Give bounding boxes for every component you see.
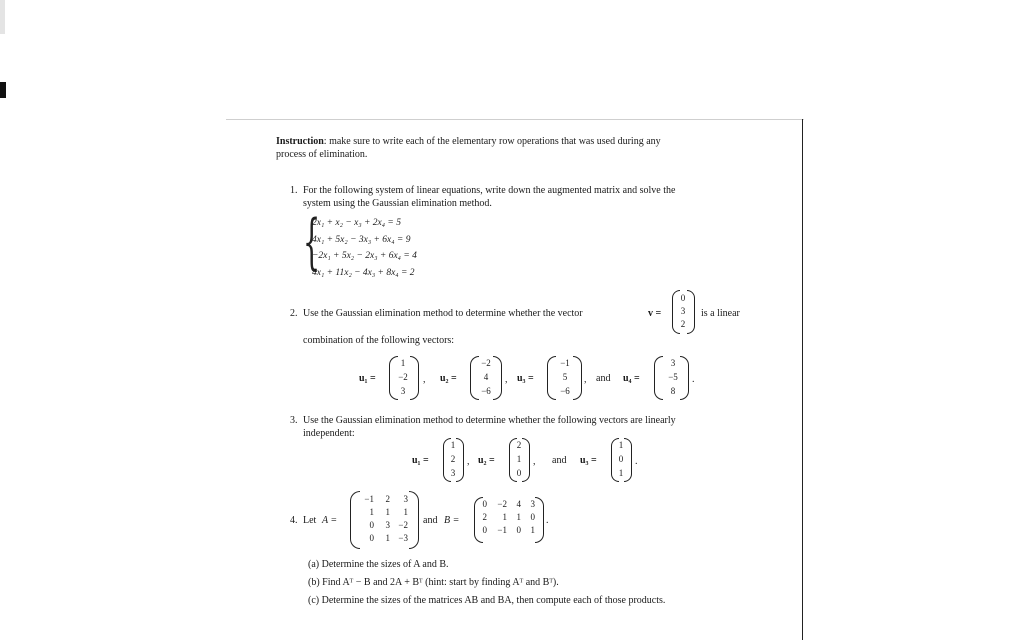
matrix-b	[477, 499, 535, 535]
matrix-a-cell: −1	[364, 494, 374, 504]
vector-entry: 3	[450, 468, 456, 478]
vector-v-right-paren	[687, 290, 695, 334]
q4-let: Let	[303, 515, 317, 526]
equation-3: −2x₁ + 5x₂ − 2x₃ + 6x₄ = 4	[312, 251, 417, 261]
vector-entry: −6	[560, 386, 570, 396]
matrix-a-cell: 1	[369, 507, 374, 517]
matrix-b-cell: −1	[497, 525, 507, 535]
vector-entry: 1	[450, 440, 456, 450]
matrix-a-cell: 3	[385, 520, 390, 530]
vector-entry: 1	[618, 440, 624, 450]
matrix-a-cell: 0	[369, 533, 374, 543]
page-right-border	[802, 119, 803, 640]
separator: .	[635, 456, 638, 467]
matrix-a-cell: 1	[385, 507, 390, 517]
q4-and: and	[423, 515, 438, 526]
matrix-b-right-paren	[535, 497, 544, 543]
q3-text-line-2: independent:	[303, 428, 355, 439]
q2-text-line-1: Use the Gaussian elimination method to determine whether the vector	[303, 308, 583, 319]
vector-entry: 0	[516, 468, 522, 478]
paren	[573, 356, 582, 400]
matrix-b-cell: 1	[530, 525, 535, 535]
q2-and: and	[596, 373, 611, 384]
matrix-a-right-paren	[409, 491, 419, 549]
vector-entry: −5	[668, 372, 678, 382]
vector-v-entry: 0	[680, 293, 686, 303]
system-brace: {	[303, 207, 321, 277]
matrix-a-cell: 0	[369, 520, 374, 530]
matrix-b-cell: 0	[482, 499, 487, 509]
instruction-text: : make sure to write each of the elementary row operations that was used during any	[323, 136, 661, 147]
vector-v-entry: 2	[680, 319, 686, 329]
matrix-b-cell: 1	[516, 512, 521, 522]
vector-entry: 1	[618, 468, 624, 478]
vector-entry: 4	[483, 372, 489, 382]
instruction-line-1	[276, 135, 661, 148]
separator: ,	[423, 374, 426, 385]
matrix-a-cell: 1	[385, 533, 390, 543]
page-top-border	[226, 119, 804, 120]
q3-text-line-1: Use the Gaussian elimination method to determine whether the following vectors are linearly	[303, 415, 676, 426]
matrix-a-cell: 1	[403, 507, 408, 517]
vector-entry: 1	[400, 358, 406, 368]
matrix-b-period: .	[546, 515, 549, 526]
matrix-a-cell: 2	[385, 494, 390, 504]
q3-number: 3.	[290, 415, 298, 426]
vector-entry: 5	[562, 372, 568, 382]
instruction-label: Instruction	[276, 136, 324, 147]
vector-entry: 2	[516, 440, 522, 450]
matrix-b-cell: 1	[502, 512, 507, 522]
separator: ,	[584, 374, 587, 385]
q4-part-b: (b) Find Aᵀ − B and 2A + Bᵀ (hint: start by finding Aᵀ and Bᵀ).	[308, 577, 559, 588]
vector-entry: 1	[516, 454, 522, 464]
paren	[410, 356, 419, 400]
separator: .	[692, 374, 695, 385]
matrix-a-cell: −3	[398, 533, 408, 543]
vector-entry: −2	[398, 372, 408, 382]
q3-u1-label: u₁ =	[412, 455, 429, 466]
vector-entry: −2	[481, 358, 491, 368]
q3-u3-label: u₃ =	[580, 455, 597, 466]
vector-entry: −6	[481, 386, 491, 396]
vector-u2-label: u₂ =	[440, 373, 457, 384]
left-edge-scrollbar	[0, 0, 5, 34]
q4-part-a: (a) Determine the sizes of A and B.	[308, 559, 449, 570]
matrix-b-cell: 0	[482, 525, 487, 535]
vector-u4-label: u₄ =	[623, 373, 640, 384]
paren	[456, 438, 464, 482]
paren	[522, 438, 530, 482]
vector-entry: 3	[670, 358, 676, 368]
matrix-a	[358, 494, 408, 543]
matrix-b-cell: 4	[516, 499, 521, 509]
q2-text-line-1-end: is a linear	[701, 308, 740, 319]
paren	[493, 356, 502, 400]
vector-v-label: v =	[648, 308, 662, 319]
q1-text-line-2: system using the Gaussian elimination method.	[303, 198, 492, 209]
matrix-a-cell: −2	[398, 520, 408, 530]
matrix-b-cell: 3	[530, 499, 535, 509]
vector-entry: 3	[400, 386, 406, 396]
equation-4: 4x₁ + 11x₂ − 4x₃ + 8x₄ = 2	[312, 268, 415, 278]
q1-number: 1.	[290, 185, 298, 196]
vector-v-entry: 3	[680, 306, 686, 316]
vector-u3-label: u₃ =	[517, 373, 534, 384]
paren	[624, 438, 632, 482]
separator: ,	[467, 456, 470, 467]
separator: ,	[533, 456, 536, 467]
matrix-a-label: A =	[322, 515, 338, 526]
matrix-b-cell: 0	[516, 525, 521, 535]
equation-1: 2x₁ + x₂ − x₃ + 2x₄ = 5	[312, 218, 401, 228]
q2-number: 2.	[290, 308, 298, 319]
instruction-line-2: process of elimination.	[276, 149, 368, 160]
q3-and: and	[552, 455, 567, 466]
paren	[654, 356, 663, 400]
matrix-b-cell: 0	[530, 512, 535, 522]
vector-entry: 0	[618, 454, 624, 464]
q3-u2-label: u₂ =	[478, 455, 495, 466]
vector-u3	[555, 358, 575, 396]
text-cursor-marker	[0, 82, 6, 98]
vector-entry: 2	[450, 454, 456, 464]
vector-entry: −1	[560, 358, 570, 368]
q4-part-c: (c) Determine the sizes of the matrices AB and BA, then compute each of those products.	[308, 595, 666, 606]
q4-number: 4.	[290, 515, 298, 526]
q2-text-line-2: combination of the following vectors:	[303, 335, 455, 346]
equation-2: 4x₁ + 5x₂ − 3x₃ + 6x₄ = 9	[312, 235, 411, 245]
paren	[680, 356, 689, 400]
vector-entry: 8	[670, 386, 676, 396]
matrix-a-cell: 3	[403, 494, 408, 504]
matrix-b-label: B =	[444, 515, 460, 526]
matrix-b-cell: 2	[482, 512, 487, 522]
matrix-b-cell: −2	[497, 499, 507, 509]
vector-u1-label: u₁ =	[359, 373, 376, 384]
separator: ,	[505, 374, 508, 385]
q1-text-line-1: For the following system of linear equations, write down the augmented matrix and solve the	[303, 185, 676, 196]
